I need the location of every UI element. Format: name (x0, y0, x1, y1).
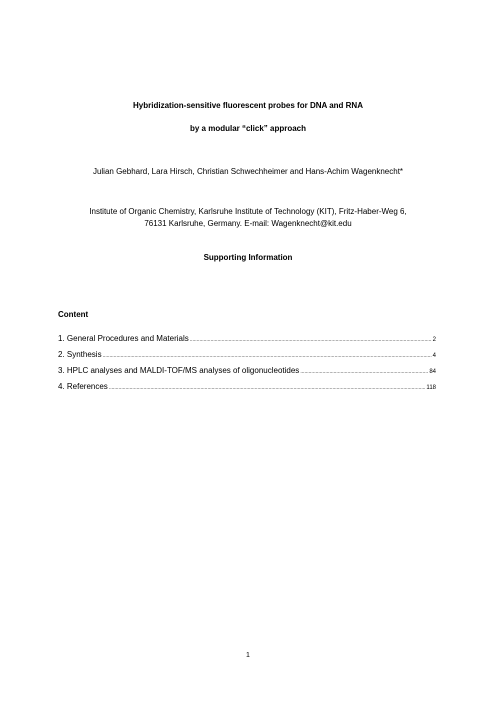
toc-entry (58, 350, 436, 361)
toc-entry-label: 3. HPLC analyses and MALDI-TOF/MS analyses of oligonucleotides (58, 366, 300, 375)
content-heading: Content (58, 310, 89, 319)
page-number: 1 (246, 652, 250, 659)
toc-entry-label: 2. Synthesis (58, 350, 102, 359)
toc-leader-dots (190, 335, 432, 345)
affiliation-line-2: 76131 Karlsruhe, Germany. E-mail: Wagenknecht@kit.edu (144, 219, 352, 228)
toc-entry-page: 2 (432, 337, 436, 343)
toc-entry (58, 382, 436, 393)
title-line-2: by a modular “click” approach (189, 124, 307, 133)
toc-entry (58, 334, 436, 345)
author-list: Julian Gebhard, Lara Hirsch, Christian Schwechheimer and Hans-Achim Wagenknecht* (92, 167, 404, 176)
toc-entry (58, 366, 436, 377)
toc-entry-page: 118 (426, 385, 436, 391)
toc-entry-label: 4. References (58, 382, 108, 391)
toc-leader-dots (300, 367, 428, 377)
toc-entry-page: 4 (432, 353, 436, 359)
title-line-1: Hybridization-sensitive fluorescent probes for DNA and RNA (133, 101, 363, 110)
toc-entry-page: 84 (429, 369, 436, 375)
toc-leader-dots (109, 383, 426, 393)
supporting-information-heading: Supporting Information (203, 253, 293, 262)
toc-entry-label: 1. General Procedures and Materials (58, 334, 189, 343)
affiliation-line-1: Institute of Organic Chemistry, Karlsruhe Institute of Technology (KIT), Fritz-Haber-Weg 6, (89, 207, 407, 216)
toc-leader-dots (103, 351, 432, 361)
